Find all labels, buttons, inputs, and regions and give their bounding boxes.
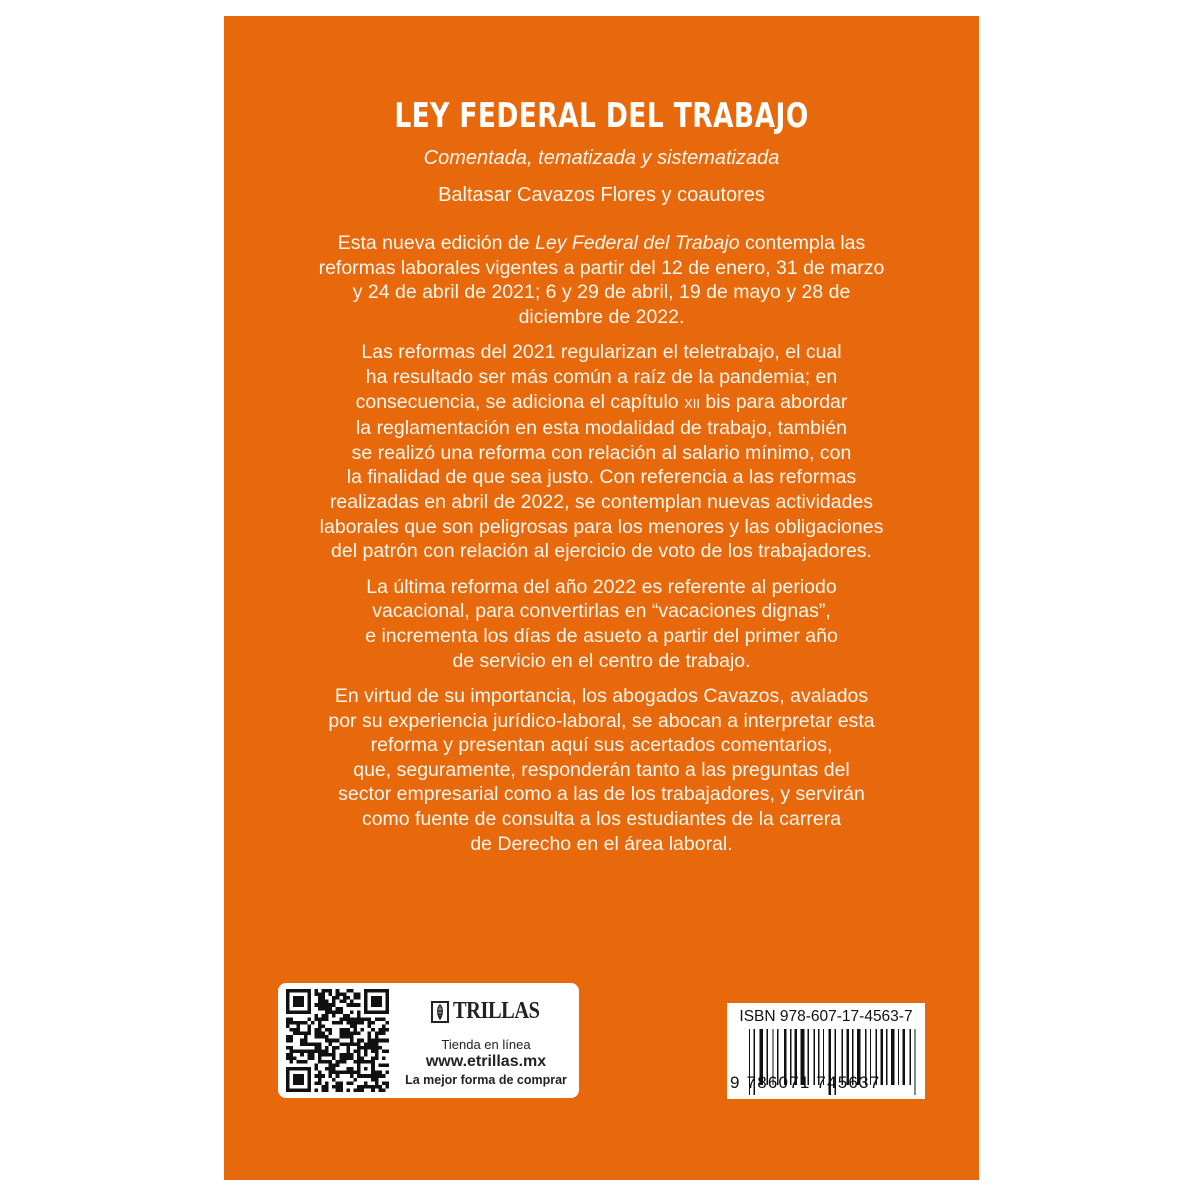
isbn-digits-text: 9 786071 745637 (730, 1073, 881, 1092)
book-back-cover (224, 16, 979, 1180)
blurb-paragraph (264, 231, 939, 329)
blurb-line: En virtud de su importancia, los abogados Cavazos, avalados (334, 685, 869, 708)
blurb-line: la reglamentación en esta modalidad de trabajo, también (355, 417, 848, 440)
isbn-label: ISBN 978-607-17-4563-7 (739, 1008, 913, 1025)
blurb-line: del patrón con relación al ejercicio de voto de los trabajadores. (331, 540, 872, 563)
blurb-line: y 24 de abril de 2021; 6 y 29 de abril, 19 de mayo y 28 de (352, 281, 851, 304)
book-author: Baltasar Cavazos Flores y coautores (438, 184, 765, 206)
blurb-line: de Derecho en el área laboral. (470, 832, 733, 855)
blurb-line: e incrementa los días de asueto a partir del primer año (365, 624, 838, 647)
store-url-link[interactable]: www.etrillas.mx (425, 1053, 547, 1070)
store-tagline: La mejor forma de comprar (405, 1073, 567, 1087)
blurb-line: la finalidad de que sea justo. Con referencia a las reformas (346, 466, 857, 489)
blurb-line: Esta nueva edición de Ley Federal del Trabajo contempla las (337, 232, 866, 254)
book-subtitle: Comentada, tematizada y sistematizada (423, 147, 780, 169)
trillas-store-sticker (278, 983, 579, 1098)
qr-code-icon[interactable] (286, 989, 389, 1092)
blurb-line: como fuente de consulta a los estudiantes de la carrera (361, 808, 842, 831)
blurb-paragraph (264, 340, 939, 563)
blurb-line: consecuencia, se adiciona el capítulo XII bis para abordar (355, 390, 848, 413)
blurb-line: La última reforma del año 2022 es referente al periodo (366, 575, 837, 598)
blurb-line: reformas laborales vigentes a partir del 12 de enero, 31 de marzo (318, 256, 885, 279)
isbn-digits (730, 1073, 880, 1093)
blurb-line: que, seguramente, responderán tanto a las preguntas del (353, 758, 850, 781)
blurb-paragraph (264, 575, 939, 673)
store-label: Tienda en línea (441, 1037, 531, 1052)
trillas-logo (431, 998, 555, 1025)
blurb-line: de servicio en el centro de trabajo. (452, 649, 751, 672)
book-title: LEY FEDERAL DEL TRABAJO (394, 96, 809, 136)
blurb-line: se realizó una reforma con relación al salario mínimo, con (351, 441, 852, 464)
blurb-line: por su experiencia jurídico-laboral, se abocan a interpretar esta (328, 709, 875, 732)
blurb-line: diciembre de 2022. (518, 305, 685, 328)
blurb-line: laborales que son peligrosas para los menores y las obligaciones (319, 515, 884, 538)
trillas-wheat-logo-icon (431, 1001, 449, 1023)
blurb-paragraph (264, 684, 939, 856)
blurb-line: reforma y presentan aquí sus acertados comentarios, (370, 734, 833, 757)
blurb (264, 231, 939, 867)
blurb-line: ha resultado ser más común a raíz de la pandemia; en (365, 365, 838, 388)
blurb-line: Las reformas del 2021 regularizan el teletrabajo, el cual (361, 341, 842, 364)
trillas-brand: TRILLAS (453, 998, 540, 1024)
isbn-barcode-box (727, 1003, 925, 1099)
blurb-line: realizadas en abril de 2022, se contemplan nuevas actividades (329, 490, 874, 513)
blurb-line: sector empresarial como a las de los trabajadores, y servirán (338, 783, 865, 806)
blurb-line: vacacional, para convertirlas en “vacaciones dignas”, (372, 600, 831, 623)
